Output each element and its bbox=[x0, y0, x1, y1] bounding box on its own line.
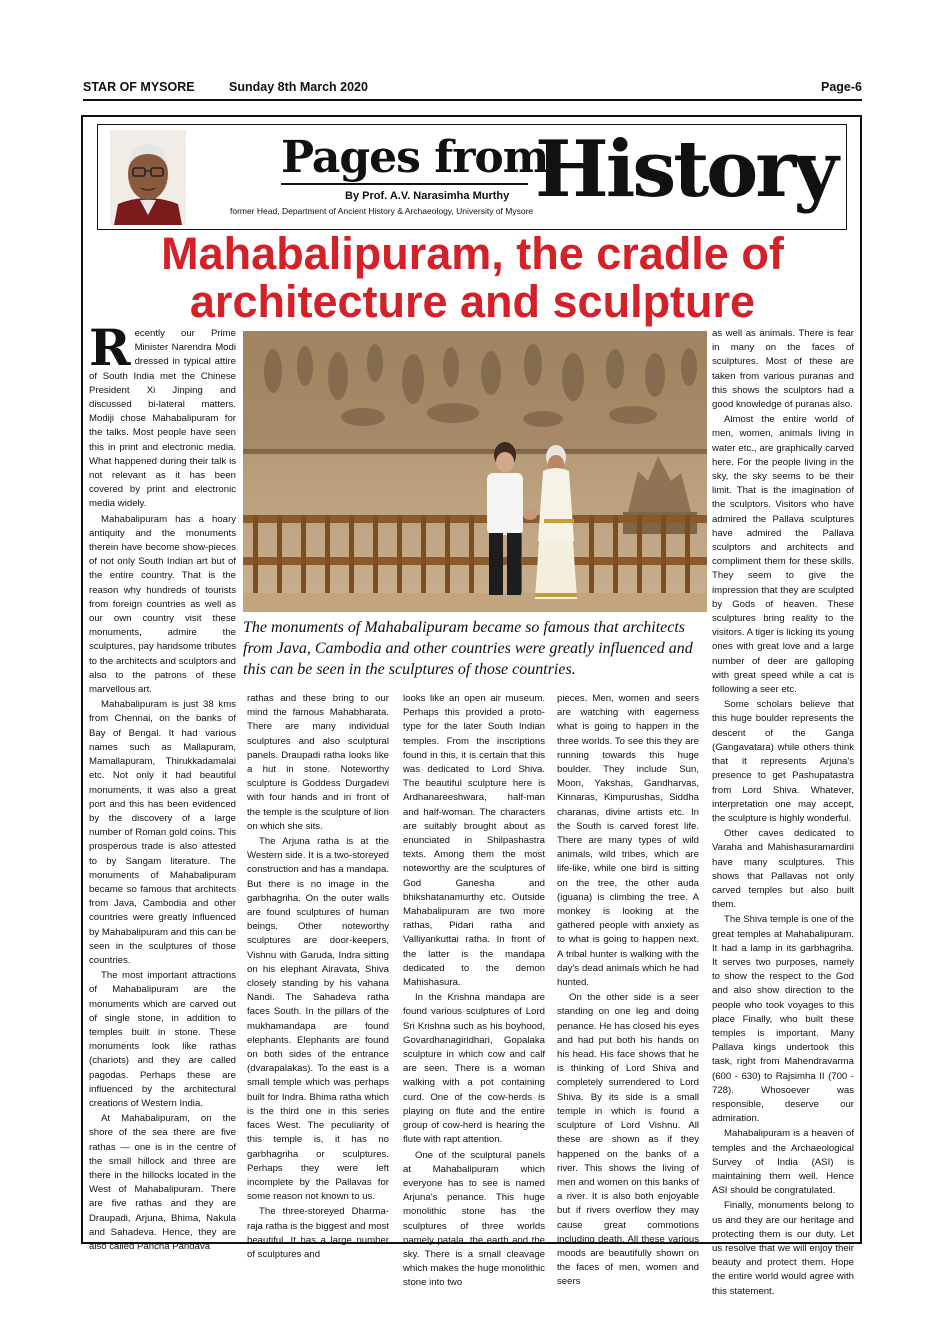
author-credit: former Head, Department of Ancient History & Archaeology, University of Mysore bbox=[230, 206, 534, 216]
paragraph: Almost the entire world of men, women, animals living in water etc., are graphically carved here. For the people living in the sky, the sky seems to be their limit. That is the imagination of the sculptors. Visitors who have admired the Pallava sculptures have admired the Pallava sculptors and architects and compliment them for these skills. They seem to give the impression that they are sculpted by Gods of heaven. These sculptures bring reality to the visitors. A tiger is licking its young ones with great love and a large number of deer are galloping with great speed while a cat is following a seer etc. bbox=[712, 414, 854, 696]
paragraph: The Shiva temple is one of the great temples at Mahabalipuram. It had a lamp in its garbhagriha. It serves two purposes, namely to show the respect to the God and also show direction to the people who took voyages to this place Finally, who built these temples is important. Many Pallava kings undertook this task, right from Mahendravarma (600 - 630) to Rajsimha II (700 - 728). Whosoever was responsible, deserve our admiration. bbox=[712, 914, 854, 1125]
paragraph: The three-storeyed Dharma-raja ratha is the biggest and most beautiful. It has a large number of sculptures and bbox=[247, 1206, 389, 1260]
banner-title-underline bbox=[281, 183, 528, 185]
paragraph: Mahabalipuram is just 38 kms from Chennai, on the banks of Bay of Bengal. It had various names such as Mallapuram, Mamallapuram, Thirukkadamalai etc. Not only it had beautiful monuments, it was also a great port and this has been evidenced by the discovery of a large number of Roman gold coins. This prosperous trade is also attested to by Sangam literature. The monuments of Mahabalipuram became so famous that architects from Java, Cambodia and other countries were greatly influenced by Mahabalipuram and this can be seen in the sculptures of those countries. bbox=[89, 699, 236, 966]
issue-date: Sunday 8th March 2020 bbox=[229, 80, 368, 94]
headline-line-2: architecture and sculpture bbox=[189, 276, 756, 327]
paragraph-intro bbox=[89, 318, 236, 512]
paragraph: Mahabalipuram has a hoary antiquity and the monuments therein have become show-pieces of not only South Indian art but of the entire country. That is the reason why hundreds of tourists from foreign countries as well as our own country visit these monuments, admire the sculptures, pay handsome tributes to the architects and sculptors and also to the patrons of these marvellous art. bbox=[89, 513, 236, 696]
paragraph: Some scholars believe that this huge boulder represents the descent of the Ganga (Gangavatara) while others think that it represents Arjuna's presence to get Pashupatastra from Lord Shiva. Whatever, interpretation one may accept, the sculpture is highly wonderful. bbox=[712, 699, 854, 824]
paragraph: Mahabalipuram is a heaven of temples and the Archaeological Survey of India (ASI) is maintaining them well. Hence ASI should be congratulated. bbox=[712, 1128, 854, 1197]
paragraph: rathas and these bring to our mind the famous Mahabharata. There are many individual sculptures and also sculptural panels. Draupadi ratha looks like a hut in stone. Noteworthy sculpture is Goddess Durgadevi with four hands and in front of the temple is the sculpture of lion on which she sits. bbox=[247, 693, 389, 832]
article-column-3 bbox=[403, 692, 545, 1291]
article-photo bbox=[243, 331, 707, 612]
banner-title-pages-from: Pages from bbox=[281, 132, 549, 183]
paragraph: as well as animals. There is fear in many on the faces of sculptures. Most of these are taken from various puranas and this shows the sculptors had a good knowledge of puranas also. bbox=[712, 328, 854, 411]
masthead-rule bbox=[83, 99, 862, 101]
paragraph: At Mahabalipuram, on the shore of the sea there are five rathas — one is in the centre of the small hillock and three are there in the hillocks located in the West of Mahabalipuram. There are five rathas and they are Draupadi, Arjuna, Bhima, Nakula and Sahadeva. Hence, they are also called Pancha Pandava bbox=[89, 1113, 236, 1252]
publication-name: STAR OF MYSORE bbox=[83, 80, 195, 94]
masthead bbox=[83, 80, 862, 98]
author-byline: By Prof. A.V. Narasimha Murthy bbox=[345, 190, 510, 202]
author-portrait bbox=[110, 130, 186, 225]
page-number: Page-6 bbox=[821, 80, 862, 94]
photo-caption: The monuments of Mahabalipuram became so famous that architects from Java, Cambodia and other countries were greatly influenced and this can be seen in the sculptures of those countries. bbox=[243, 619, 693, 678]
paragraph: looks like an open air museum. Perhaps this provided a proto-type for the later South Indian temples. From the inscriptions found in this, it is certain that this was dedicated to Lord Shiva. The beautiful sculpture here is Ardhanareeshwara, half-man and half-woman. The characters are suitably brought about as enunciated in Shilpashastra texts. Among them the most noteworthy are the sculptures of God Ganesha and bhikshatanamurthy etc. Outside Mahabalipuram are two more rathas, Pidari ratha and Valliyankuttai ratha. In front of the latter is the mandapa dedicated to the demon Mahishasura. bbox=[403, 693, 545, 989]
paragraph: The Arjuna ratha is at the Western side. It is a two-storeyed construction and has a mandapa. But there is no image in the garbhagriha. On the outer walls are found sculptures of human beings. Other noteworthy sculptures are door-keepers, Vishnu with Garuda, Indra sitting on his elephant Airavata, Shiva closely standing by his vahana Nandi. The Sahadeva ratha faces South. In the pillars of the mukhamandapa are found elephants. Elephants are found on both sides of the entrance (dvarapalakas). To the east is a small temple which was perhaps built for Indra. Bhima ratha which is the third one in this series faces West. The peculiarity of this temple is, it has no garbhagriha or sculptures. Perhaps they were left incomplete by the Pallavas for some reason not known to us. bbox=[247, 836, 389, 1203]
paragraph: On the other side is a seer standing on one leg and doing penance. He has closed his eyes and had put both his hands on his head. His face shows that he is thinking of Lord Shiva and completely surrendered to Lord Shiva. By its side is a small temple in which is found a sculpture of Lord Vishnu. All these are shown as if they happened on the banks of a river. This shows the living of men and women on this banks of a river. It is also both enjoyable but if rivers overflow they may cause great commotions including death. All these various moods are beautifully shown on the faces of men, women and seers bbox=[557, 992, 699, 1288]
paragraph: pieces. Men, women and seers are watching with eagerness what is going to happen in the three worlds. To see this they are running towards this huge boulder. They include Sun, Moon, Yakshas, Gandharvas, Kinnaras, Kimpurushas, Siddha charanas, divine artists etc. In the South is carved forest life. There are many types of wild animals, wild tribes, which are life-like, while one bird is sitting on the tree, the other auda (iguana) is climbing the tree. A monkey is looking at the gathered people with anxiety as to what is going to happen next. A tribal hunter is walking with the day's dead animals which he had hunted. bbox=[557, 693, 699, 989]
drop-cap: R bbox=[89, 318, 131, 377]
article-column-2 bbox=[247, 692, 389, 1262]
banner-title-history: History bbox=[535, 124, 836, 215]
article-column-5 bbox=[712, 327, 854, 1299]
article-column-1 bbox=[89, 318, 236, 1254]
paragraph: In the Krishna mandapa are found various sculptures of Lord Sri Krishna such as his boyhood, Govardhanagiridhari, Gopalaka sculpture in which cow and calf are seen. There is a woman walking with a pot containing curd. One of the cow-herds is playing on flute and the entire group of cow-herd is hearing the flute with rapt attention. bbox=[403, 992, 545, 1146]
paragraph: One of the sculptural panels at Mahabalipuram which everyone has to see is named Arjuna's penance. This huge monolithic stone has the sculptures of three worlds namely patala, the earth and the sky. There is a small cleavage which makes the huge monolithic stone into two bbox=[403, 1149, 545, 1289]
paragraph: Finally, monuments belong to us and they are our heritage and protecting them is our duty. Let us resolve that we will enjoy their beauty and protect them. Hope the entire world would agree with this statement. bbox=[712, 1200, 854, 1297]
paragraph-intro-text: ecently our Prime Minister Narendra Modi dressed in typical attire of South India met the Chinese President Xi Jinping and discussed bi-lateral matters. Modiji chose Mahabalipuram for the talks. Most people have seen this in print and electronic media. What happened during their talk is not relevant as it has been covered by print and electronic media widely. bbox=[89, 328, 236, 510]
paragraph: Other caves dedicated to Varaha and Mahishasuramardini have many sculptures. This shows that Pallavas not only carved temples but also built them. bbox=[712, 828, 854, 911]
paragraph: The most important attractions of Mahabalipuram are the monuments which are carved out of single stone, in addition to temples built in stone. These monuments look like rathas (chariots) and they are called pagodas. Perhaps these are influenced by the architectural creations of Western India. bbox=[89, 970, 236, 1109]
headline-line-1: Mahabalipuram, the cradle of bbox=[161, 228, 784, 279]
article-column-4 bbox=[557, 692, 699, 1290]
